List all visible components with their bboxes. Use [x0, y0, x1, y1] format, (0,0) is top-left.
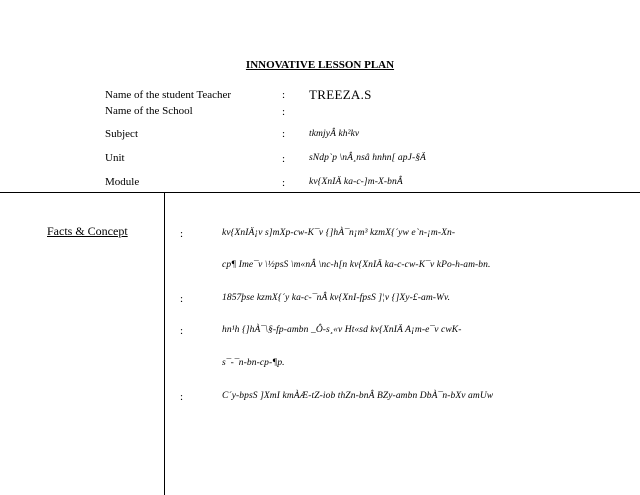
- label-school: Name of the School: [105, 105, 193, 117]
- facts-heading: Facts & Concept: [47, 224, 128, 238]
- colon-module: :: [282, 177, 286, 189]
- label-module: Module: [105, 176, 140, 188]
- facts-colon-4: :: [180, 325, 184, 337]
- page-title: INNOVATIVE LESSON PLAN: [245, 59, 395, 71]
- label-subject: Subject: [105, 128, 138, 140]
- label-student-teacher: Name of the student Teacher: [105, 89, 232, 101]
- colon-unit: :: [282, 153, 286, 165]
- facts-line-5: s¯-¯n-bn-cp-¶p.: [222, 358, 285, 368]
- value-subject: tkmjyÂ kh²kv: [309, 129, 360, 139]
- table-column-divider: [164, 192, 165, 495]
- facts-line-6: C´y-bpsS ]XmI kmÀÆ-tZ-iob thZn-bnÂ BZy-ambn DbÀ¯n-bXv amUw: [222, 391, 494, 401]
- table-top-border: [0, 192, 640, 193]
- facts-colon-3: :: [180, 293, 184, 305]
- colon-school: :: [282, 106, 286, 118]
- value-unit: sNdp`p \nÂ¸nsâ hnhn[ apJ-§Ä: [309, 153, 426, 163]
- facts-line-4: hn¹h {]hÀ¯\§-fp-ambn _Ô-s¸«v Ht«sd kv{XnIÄ A¡m-e¯v cwK-: [222, 325, 462, 335]
- facts-line-2: cp¶ Ime¯v \½psS \m«nÂ \nc-h[n kv{XnIÄ ka-c-cw-K¯v kPo-h-am-bn.: [222, 260, 491, 270]
- label-unit: Unit: [105, 152, 125, 164]
- facts-line-3: 1857þse kzmX{´y ka-c-¯nÂ kv{XnI-fpsS ]¦v {]Xy-£-am-Wv.: [222, 293, 451, 303]
- facts-colon-1: :: [180, 228, 184, 240]
- facts-colon-6: :: [180, 391, 184, 403]
- facts-line-1: kv{XnIÄ¡v s]mXp-cw-K¯v {]hÀ¯n¡m³ kzmX{´yw e`n-¡m-Xn-: [222, 228, 456, 238]
- value-student-teacher: TREEZA.S: [309, 87, 372, 102]
- value-module: kv{XnIÄ ka-c-]m-X-bnÂ: [309, 177, 403, 187]
- colon-subject: :: [282, 128, 286, 140]
- colon-student-teacher: :: [282, 89, 286, 101]
